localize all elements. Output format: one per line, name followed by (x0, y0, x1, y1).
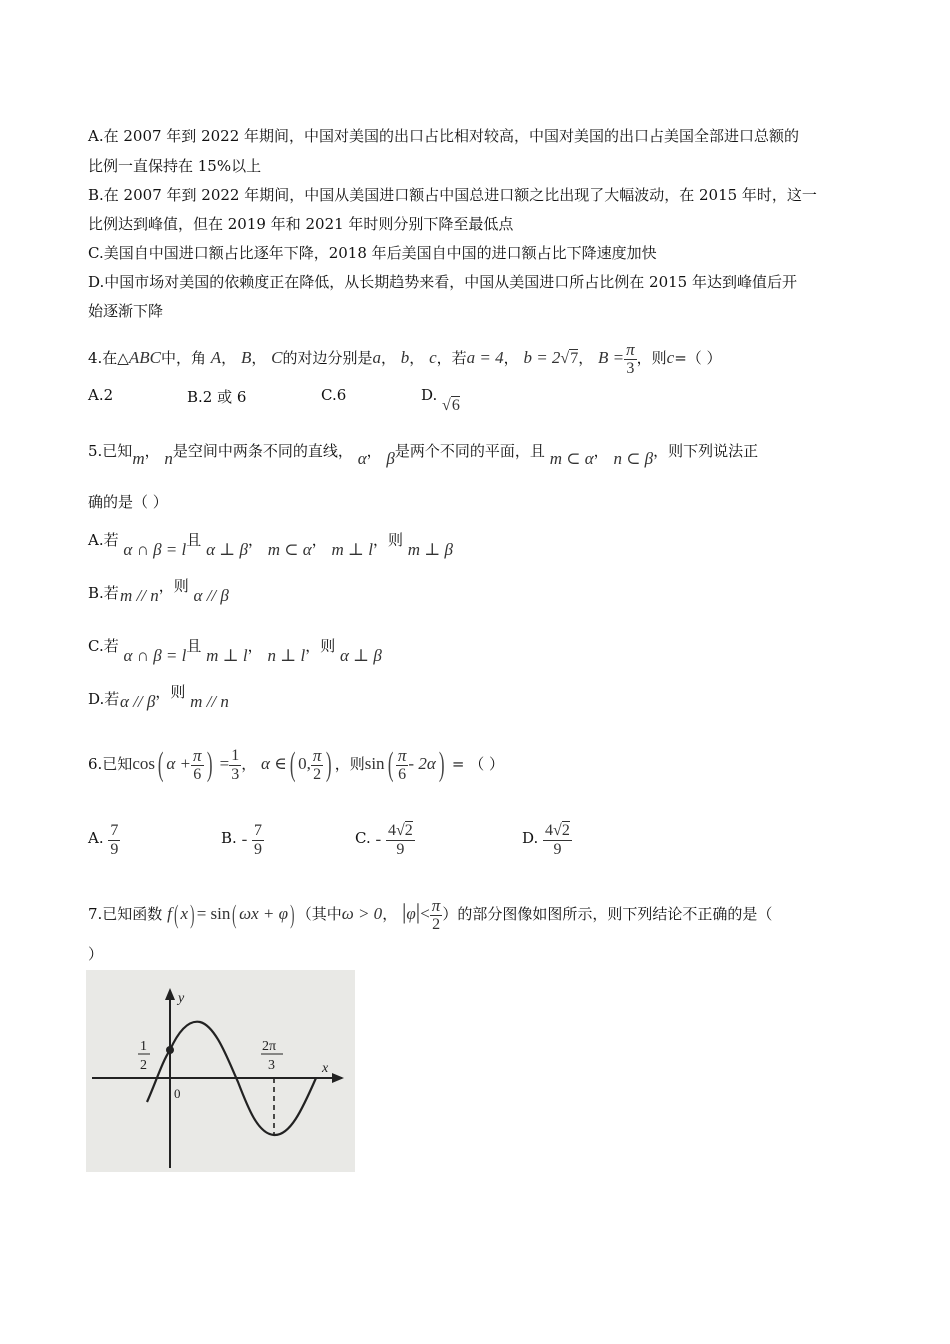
q6-option-c: C. - $\frac{4√2}{9}$ (355, 822, 413, 858)
q3-option-a-line1: A.在 2007 年到 2022 年期间，中国对美国的出口占比相对较高，中国对美国的出口占美国全部进口总额的 (88, 127, 800, 145)
q5-option-a: A.若 α ∩ β = l且 α ⊥ β， m ⊂ α， m ⊥ l，则 m ⊥ β (88, 531, 454, 559)
x-axis-label: x (322, 1061, 329, 1076)
fraction-pi-over-6-b: $\frac{\pi}{6}$ (397, 745, 407, 783)
q6-option-d: D. $\frac{4√2}{9}$ (522, 822, 570, 858)
q7-stem: 7.已知函数 f( x) = sin( ωx + φ) （其中ω > 0， |φ|< $\frac{\pi}{2}$ ）的部分图像如图所示，则下列结论不正确的是（ (88, 895, 773, 933)
q7-stem-line2: ） (88, 945, 104, 963)
function-graph-figure (86, 970, 355, 1172)
q4-option-b: B.2 或 6 (187, 388, 247, 406)
sine-graph (86, 970, 355, 1172)
q5-option-c: C.若 α ∩ β = l且 m ⊥ l， n ⊥ l，则 α ⊥ β (88, 637, 382, 665)
sqrt-6: √6 (442, 397, 460, 414)
y-axis-label: y (178, 991, 185, 1006)
q3-option-b-line2: 比例达到峰值，但在 2019 年和 2021 年时则分别下降至最低点 (88, 215, 514, 233)
fraction-pi-over-3: $\frac{\pi}{3}$ (626, 339, 635, 377)
fraction-pi-over-6: $\frac{\pi}{6}$ (192, 745, 202, 783)
half-numerator: 1 (140, 1039, 147, 1054)
q3-option-b-line1: B.在 2007 年到 2022 年期间，中国从美国进口额占中国总进口额之比出现了大幅波动，在 2015 年时，这一 (88, 186, 817, 204)
q3-option-d-line2: 始逐渐下降 (88, 302, 164, 320)
q5-option-b-math: m // n，则 α // β (120, 577, 229, 605)
q4-stem: 4.在△ABC中，角 A， B， C的对边分别是a， b， c，若a = 4， b = 2√7， B = $\frac{\pi}{3}$ ，则c=（ ） (88, 339, 722, 377)
q5-stem-line2: 确的是（ ） (88, 493, 168, 511)
fraction-neg-4root2-over-9: $\frac{4√2}{9}$ (387, 822, 413, 858)
q4-option-d: D. √6 (421, 386, 460, 414)
q3-option-a-line2: 比例一直保持在 15%以上 (88, 157, 262, 175)
fraction-1-over-3: $\frac{1}{3}$ (231, 746, 240, 783)
q3-option-d-line1: D.中国市场对美国的依赖度正在降低，从长期趋势来看，中国从美国进口所占比例在 2015 年达到峰值后开 (88, 273, 797, 291)
q5-option-d-math: α // β，则 m // n (120, 683, 229, 711)
x-axis-arrow-icon (332, 1073, 344, 1083)
q4-option-a: A.2 (88, 386, 114, 404)
origin-label: 0 (174, 1086, 181, 1101)
q6-option-b: B. - $\frac{7}{9}$ (221, 822, 263, 858)
tick-denominator: 3 (268, 1058, 275, 1073)
fraction-7-over-9: $\frac{7}{9}$ (110, 822, 119, 858)
fraction-pi-over-2: $\frac{\pi}{2}$ (312, 745, 322, 783)
y-intercept-point (166, 1046, 174, 1054)
fraction-neg-7-over-9: $\frac{7}{9}$ (254, 822, 263, 858)
q5-option-d: D.若 (88, 690, 120, 708)
fraction-4root2-over-9: $\frac{4√2}{9}$ (545, 822, 570, 858)
q6-stem: 6.已知cos( α + $\frac{\pi}{6}$ ) = $\frac{1}{3}$ ， α ∈( 0, $\frac{\pi}{2}$ ) ，则sin( $\frac{\pi}{6}$ - 2α) = （ ） (88, 745, 504, 783)
fraction-pi-over-2-q7: $\frac{\pi}{2}$ (431, 895, 441, 933)
q6-option-a: A. $\frac{7}{9}$ (88, 822, 119, 858)
half-denominator: 2 (140, 1058, 147, 1073)
y-axis-arrow-icon (165, 988, 175, 1000)
sqrt-7: √7 (560, 350, 579, 367)
q4-option-c: C.6 (321, 386, 347, 404)
q3-option-c: C.美国自中国进口额占比逐年下降，2018 年后美国自中国的进口额占比下降速度加快 (88, 244, 657, 262)
q5-option-b: B.若 (88, 584, 119, 602)
tick-numerator: 2π (262, 1039, 277, 1054)
q5-stem: 5.已知m， n是空间中两条不同的直线， α， β是两个不同的平面，且 m ⊂ α， n ⊂ β，则下列说法正 (88, 442, 759, 468)
